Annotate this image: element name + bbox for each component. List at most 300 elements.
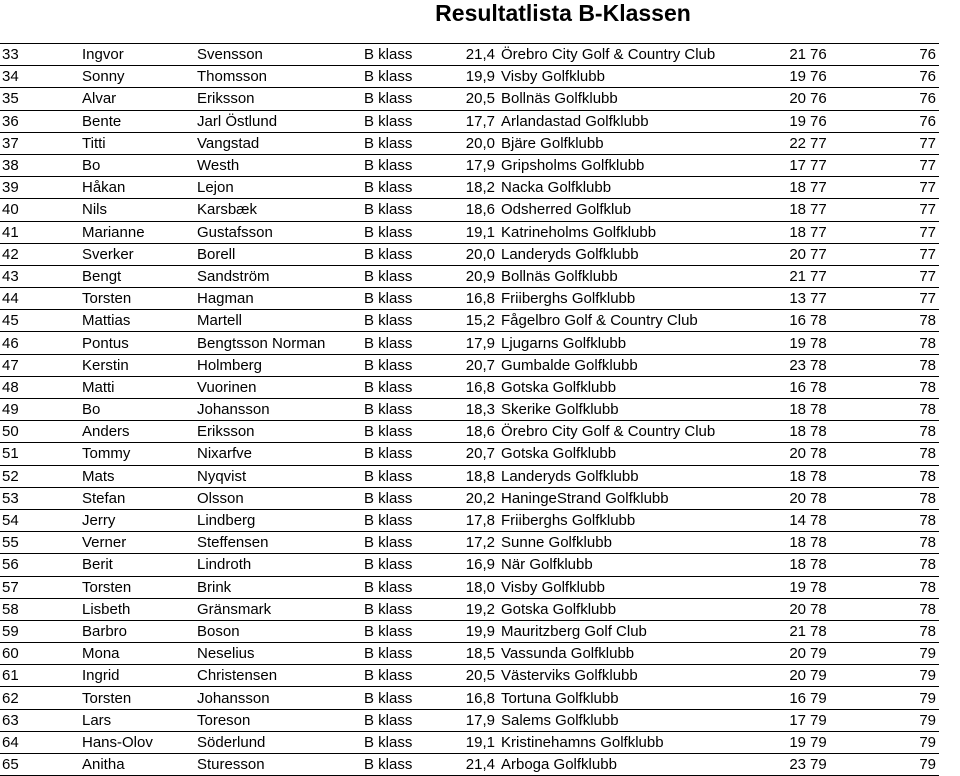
cell-rank: 42 [0,243,82,265]
cell-net-score: 76 [810,44,835,66]
cell-rank: 61 [0,665,82,687]
cell-handicap: 20,7 [454,354,495,376]
cell-strokes-given: 21 [776,265,810,287]
cell-handicap: 17,9 [454,709,495,731]
cell-class: B klass [364,332,454,354]
cell-first-name: Sonny [82,66,197,88]
cell-handicap: 18,6 [454,199,495,221]
table-row [0,44,939,66]
cell-total-score: 78 [835,620,939,642]
cell-class: B klass [364,243,454,265]
cell-class: B klass [364,399,454,421]
cell-handicap: 20,0 [454,243,495,265]
cell-club: Landeryds Golfklubb [495,243,776,265]
cell-total-score: 79 [835,687,939,709]
cell-class: B klass [364,665,454,687]
cell-total-score: 78 [835,509,939,531]
cell-first-name: Barbro [82,620,197,642]
cell-first-name: Nils [82,199,197,221]
cell-first-name: Bente [82,110,197,132]
cell-strokes-given: 20 [776,487,810,509]
cell-total-score: 77 [835,221,939,243]
cell-last-name: Toreson [197,709,364,731]
cell-rank: 35 [0,88,82,110]
cell-strokes-given: 19 [776,576,810,598]
cell-total-score: 78 [835,576,939,598]
cell-class: B klass [364,354,454,376]
table-row [0,731,939,753]
cell-last-name: Söderlund [197,731,364,753]
cell-strokes-given: 19 [776,66,810,88]
cell-club: Mauritzberg Golf Club [495,620,776,642]
cell-strokes-given: 16 [776,310,810,332]
cell-club: Örebro City Golf & Country Club [495,421,776,443]
table-row [0,221,939,243]
cell-strokes-given: 21 [776,44,810,66]
cell-rank: 37 [0,132,82,154]
table-row [0,310,939,332]
cell-first-name: Marianne [82,221,197,243]
cell-rank: 59 [0,620,82,642]
cell-class: B klass [364,177,454,199]
cell-first-name: Mona [82,643,197,665]
cell-last-name: Christensen [197,665,364,687]
cell-strokes-given: 18 [776,177,810,199]
cell-strokes-given: 18 [776,221,810,243]
cell-rank: 41 [0,221,82,243]
cell-last-name: Johansson [197,687,364,709]
cell-last-name: Olsson [197,487,364,509]
cell-club: Visby Golfklubb [495,576,776,598]
cell-strokes-given: 22 [776,132,810,154]
cell-total-score: 77 [835,154,939,176]
table-row [0,177,939,199]
cell-club: Västerviks Golfklubb [495,665,776,687]
cell-net-score: 78 [810,332,835,354]
cell-handicap: 21,4 [454,44,495,66]
table-row [0,354,939,376]
table-row [0,110,939,132]
cell-first-name: Anders [82,421,197,443]
cell-rank: 53 [0,487,82,509]
cell-strokes-given: 20 [776,598,810,620]
cell-strokes-given: 23 [776,754,810,776]
cell-first-name: Ingrid [82,665,197,687]
cell-first-name: Torsten [82,288,197,310]
cell-club: Arlandastad Golfklubb [495,110,776,132]
cell-handicap: 20,2 [454,487,495,509]
cell-handicap: 17,9 [454,154,495,176]
cell-class: B klass [364,110,454,132]
cell-club: Skerike Golfklubb [495,399,776,421]
cell-class: B klass [364,265,454,287]
cell-last-name: Westh [197,154,364,176]
cell-total-score: 77 [835,243,939,265]
cell-last-name: Bengtsson Norman [197,332,364,354]
cell-first-name: Titti [82,132,197,154]
cell-net-score: 78 [810,509,835,531]
cell-net-score: 77 [810,243,835,265]
cell-club: Gotska Golfklubb [495,376,776,398]
cell-last-name: Eriksson [197,88,364,110]
cell-handicap: 18,0 [454,576,495,598]
cell-club: Gumbalde Golfklubb [495,354,776,376]
cell-last-name: Hagman [197,288,364,310]
cell-last-name: Gustafsson [197,221,364,243]
cell-net-score: 78 [810,376,835,398]
cell-last-name: Martell [197,310,364,332]
cell-first-name: Alvar [82,88,197,110]
cell-class: B klass [364,66,454,88]
cell-class: B klass [364,310,454,332]
table-row [0,465,939,487]
cell-strokes-given: 18 [776,421,810,443]
cell-last-name: Gränsmark [197,598,364,620]
table-row [0,265,939,287]
cell-rank: 58 [0,598,82,620]
cell-class: B klass [364,709,454,731]
cell-first-name: Sverker [82,243,197,265]
table-row [0,332,939,354]
cell-total-score: 78 [835,465,939,487]
cell-strokes-given: 17 [776,154,810,176]
cell-strokes-given: 20 [776,243,810,265]
cell-rank: 50 [0,421,82,443]
cell-strokes-given: 20 [776,643,810,665]
cell-class: B klass [364,465,454,487]
cell-strokes-given: 20 [776,665,810,687]
cell-handicap: 20,7 [454,443,495,465]
cell-total-score: 76 [835,88,939,110]
table-row [0,88,939,110]
table-row [0,643,939,665]
cell-total-score: 77 [835,177,939,199]
cell-total-score: 78 [835,443,939,465]
cell-last-name: Nyqvist [197,465,364,487]
cell-club: Ljugarns Golfklubb [495,332,776,354]
cell-first-name: Anitha [82,754,197,776]
cell-class: B klass [364,509,454,531]
cell-net-score: 79 [810,665,835,687]
table-row [0,66,939,88]
cell-club: Fågelbro Golf & Country Club [495,310,776,332]
cell-handicap: 21,4 [454,754,495,776]
cell-first-name: Torsten [82,687,197,709]
cell-club: Katrineholms Golfklubb [495,221,776,243]
cell-rank: 48 [0,376,82,398]
cell-club: Sunne Golfklubb [495,532,776,554]
cell-club: Bollnäs Golfklubb [495,265,776,287]
results-table-body [0,44,939,776]
cell-club: Friiberghs Golfklubb [495,509,776,531]
cell-class: B klass [364,554,454,576]
cell-total-score: 76 [835,44,939,66]
cell-club: Odsherred Golfklub [495,199,776,221]
cell-rank: 34 [0,66,82,88]
cell-rank: 49 [0,399,82,421]
cell-last-name: Lindroth [197,554,364,576]
cell-handicap: 16,9 [454,554,495,576]
cell-strokes-given: 16 [776,687,810,709]
cell-class: B klass [364,576,454,598]
cell-club: Bjäre Golfklubb [495,132,776,154]
cell-class: B klass [364,221,454,243]
table-row [0,665,939,687]
table-row [0,199,939,221]
cell-net-score: 77 [810,154,835,176]
cell-rank: 51 [0,443,82,465]
cell-net-score: 77 [810,265,835,287]
cell-strokes-given: 18 [776,532,810,554]
cell-first-name: Matti [82,376,197,398]
cell-handicap: 18,2 [454,177,495,199]
cell-first-name: Bo [82,399,197,421]
cell-handicap: 20,5 [454,88,495,110]
cell-last-name: Borell [197,243,364,265]
cell-net-score: 78 [810,399,835,421]
cell-class: B klass [364,88,454,110]
cell-last-name: Neselius [197,643,364,665]
cell-total-score: 78 [835,554,939,576]
cell-total-score: 76 [835,66,939,88]
cell-strokes-given: 13 [776,288,810,310]
cell-club: Tortuna Golfklubb [495,687,776,709]
cell-net-score: 79 [810,643,835,665]
cell-class: B klass [364,643,454,665]
cell-total-score: 78 [835,399,939,421]
cell-rank: 44 [0,288,82,310]
table-row [0,754,939,776]
cell-class: B klass [364,754,454,776]
cell-total-score: 79 [835,643,939,665]
cell-net-score: 77 [810,177,835,199]
cell-rank: 55 [0,532,82,554]
cell-last-name: Vangstad [197,132,364,154]
cell-class: B klass [364,443,454,465]
cell-strokes-given: 18 [776,399,810,421]
cell-first-name: Stefan [82,487,197,509]
table-row [0,598,939,620]
cell-rank: 43 [0,265,82,287]
cell-class: B klass [364,154,454,176]
cell-class: B klass [364,532,454,554]
cell-club: När Golfklubb [495,554,776,576]
cell-handicap: 16,8 [454,376,495,398]
cell-total-score: 77 [835,288,939,310]
cell-handicap: 16,8 [454,288,495,310]
cell-first-name: Torsten [82,576,197,598]
cell-class: B klass [364,687,454,709]
cell-last-name: Nixarfve [197,443,364,465]
cell-handicap: 19,2 [454,598,495,620]
cell-total-score: 79 [835,731,939,753]
cell-handicap: 17,2 [454,532,495,554]
table-row [0,243,939,265]
cell-rank: 52 [0,465,82,487]
cell-class: B klass [364,132,454,154]
cell-last-name: Holmberg [197,354,364,376]
cell-club: Bollnäs Golfklubb [495,88,776,110]
cell-strokes-given: 18 [776,199,810,221]
cell-strokes-given: 19 [776,332,810,354]
cell-total-score: 77 [835,265,939,287]
cell-club: Örebro City Golf & Country Club [495,44,776,66]
cell-last-name: Johansson [197,399,364,421]
cell-total-score: 78 [835,532,939,554]
cell-handicap: 18,3 [454,399,495,421]
table-row [0,554,939,576]
cell-strokes-given: 20 [776,88,810,110]
cell-total-score: 78 [835,332,939,354]
cell-rank: 36 [0,110,82,132]
cell-class: B klass [364,44,454,66]
cell-club: Visby Golfklubb [495,66,776,88]
cell-handicap: 20,9 [454,265,495,287]
cell-handicap: 17,9 [454,332,495,354]
cell-total-score: 79 [835,709,939,731]
cell-total-score: 79 [835,754,939,776]
page-title: Resultatlista B-Klassen [435,0,691,26]
cell-net-score: 76 [810,110,835,132]
cell-handicap: 17,7 [454,110,495,132]
cell-net-score: 78 [810,576,835,598]
cell-net-score: 78 [810,532,835,554]
table-row [0,288,939,310]
cell-club: Landeryds Golfklubb [495,465,776,487]
table-row [0,443,939,465]
cell-class: B klass [364,199,454,221]
cell-strokes-given: 18 [776,465,810,487]
cell-last-name: Brink [197,576,364,598]
cell-strokes-given: 18 [776,554,810,576]
cell-strokes-given: 21 [776,620,810,642]
cell-last-name: Svensson [197,44,364,66]
cell-handicap: 20,5 [454,665,495,687]
cell-first-name: Verner [82,532,197,554]
table-row [0,509,939,531]
cell-class: B klass [364,620,454,642]
cell-total-score: 76 [835,110,939,132]
cell-club: Arboga Golfklubb [495,754,776,776]
cell-last-name: Thomsson [197,66,364,88]
cell-first-name: Mats [82,465,197,487]
cell-first-name: Bo [82,154,197,176]
cell-net-score: 78 [810,443,835,465]
cell-class: B klass [364,598,454,620]
cell-rank: 47 [0,354,82,376]
cell-net-score: 78 [810,598,835,620]
table-row [0,576,939,598]
cell-rank: 40 [0,199,82,221]
cell-rank: 45 [0,310,82,332]
cell-first-name: Berit [82,554,197,576]
cell-club: Vassunda Golfklubb [495,643,776,665]
table-row [0,709,939,731]
table-row [0,620,939,642]
cell-net-score: 79 [810,709,835,731]
cell-net-score: 76 [810,88,835,110]
cell-net-score: 78 [810,421,835,443]
cell-net-score: 77 [810,132,835,154]
cell-first-name: Pontus [82,332,197,354]
cell-net-score: 77 [810,199,835,221]
cell-handicap: 19,9 [454,66,495,88]
cell-rank: 46 [0,332,82,354]
cell-net-score: 79 [810,687,835,709]
cell-rank: 33 [0,44,82,66]
table-row [0,154,939,176]
cell-class: B klass [364,421,454,443]
cell-strokes-given: 19 [776,731,810,753]
cell-strokes-given: 20 [776,443,810,465]
cell-handicap: 19,1 [454,731,495,753]
cell-last-name: Lindberg [197,509,364,531]
cell-handicap: 18,8 [454,465,495,487]
cell-handicap: 18,5 [454,643,495,665]
cell-class: B klass [364,487,454,509]
cell-net-score: 78 [810,354,835,376]
cell-handicap: 20,0 [454,132,495,154]
cell-handicap: 18,6 [454,421,495,443]
cell-club: Friiberghs Golfklubb [495,288,776,310]
table-row [0,687,939,709]
cell-net-score: 78 [810,310,835,332]
cell-rank: 39 [0,177,82,199]
cell-net-score: 78 [810,554,835,576]
cell-rank: 56 [0,554,82,576]
cell-rank: 57 [0,576,82,598]
cell-strokes-given: 16 [776,376,810,398]
cell-total-score: 77 [835,199,939,221]
cell-last-name: Jarl Östlund [197,110,364,132]
cell-first-name: Kerstin [82,354,197,376]
cell-class: B klass [364,376,454,398]
cell-net-score: 78 [810,465,835,487]
cell-net-score: 77 [810,221,835,243]
cell-net-score: 78 [810,487,835,509]
cell-strokes-given: 14 [776,509,810,531]
cell-rank: 65 [0,754,82,776]
cell-total-score: 78 [835,376,939,398]
cell-class: B klass [364,731,454,753]
cell-first-name: Bengt [82,265,197,287]
table-row [0,376,939,398]
cell-last-name: Sturesson [197,754,364,776]
cell-net-score: 76 [810,66,835,88]
cell-rank: 60 [0,643,82,665]
cell-first-name: Ingvor [82,44,197,66]
cell-total-score: 78 [835,598,939,620]
cell-net-score: 79 [810,731,835,753]
cell-total-score: 78 [835,421,939,443]
table-row [0,487,939,509]
cell-club: Salems Golfklubb [495,709,776,731]
cell-handicap: 19,1 [454,221,495,243]
cell-handicap: 15,2 [454,310,495,332]
table-row [0,132,939,154]
cell-class: B klass [364,288,454,310]
cell-club: Gotska Golfklubb [495,598,776,620]
cell-total-score: 79 [835,665,939,687]
cell-strokes-given: 17 [776,709,810,731]
cell-first-name: Lars [82,709,197,731]
table-row [0,532,939,554]
cell-last-name: Steffensen [197,532,364,554]
results-table [0,43,939,776]
cell-strokes-given: 23 [776,354,810,376]
cell-total-score: 78 [835,354,939,376]
cell-last-name: Karsbæk [197,199,364,221]
